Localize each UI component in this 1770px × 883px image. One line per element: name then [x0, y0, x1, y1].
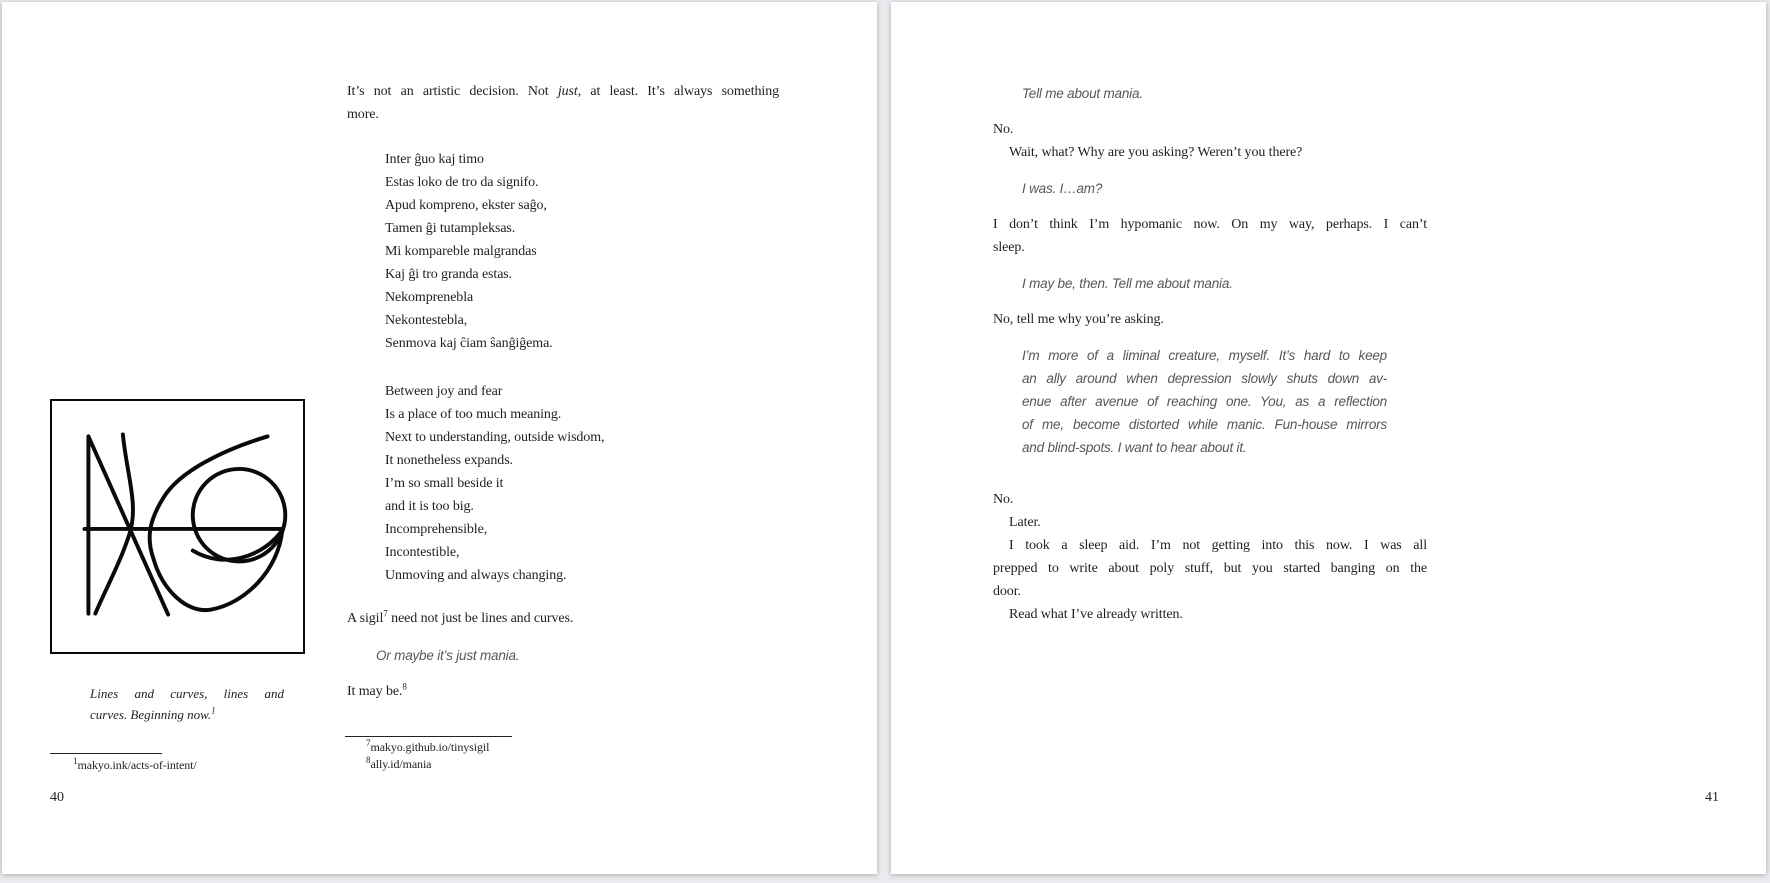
poem-line: Next to understanding, outside wisdom, — [385, 430, 605, 445]
page-number-41: 41 — [1705, 790, 1719, 805]
page-right — [891, 2, 1766, 874]
poem-line: Senmova kaj ĉiam ŝanĝiĝema. — [385, 336, 553, 351]
poem-line: Tamen ĝi tutampleksas. — [385, 221, 516, 236]
it-may-be-text: It may be. — [347, 684, 403, 699]
sigil-inner-circle — [193, 469, 286, 562]
figure-caption — [90, 683, 284, 725]
dialogue-read: Read what I’ve already written. — [1009, 607, 1183, 622]
figure-caption-line-1: Lines and curves, lines and — [90, 686, 284, 701]
footnote-7-url: makyo.github.io/tinysigil — [370, 740, 490, 754]
ally-block-line: an ally around when depression slowly shuts down av- — [1022, 371, 1387, 386]
ally-or-maybe-line: Or maybe it’s just mania. — [376, 648, 520, 663]
ally-tell-me-line: Tell me about mania. — [1022, 86, 1143, 101]
sigil-outer-arc — [150, 436, 283, 610]
footnote-block-figure — [50, 753, 280, 774]
sigil-figure — [50, 399, 305, 654]
footnote-8 — [345, 754, 565, 773]
right-main-column — [993, 2, 1427, 626]
dialogue-sleep-aid — [993, 534, 1427, 603]
dialogue-later: Later. — [1009, 515, 1041, 530]
sleep-aid-line-1: I took a sleep aid. I’m not getting into this now. I was all — [1009, 538, 1427, 553]
poem-line: Incomprehensible, — [385, 522, 488, 537]
sigil-connector-curve — [193, 530, 283, 560]
dialogue-no-tell: No, tell me why you’re asking. — [993, 312, 1164, 327]
poem-line: It nonetheless expands. — [385, 453, 513, 468]
poem-english-stanza — [385, 380, 779, 587]
poem-line: Mi kompareble malgrandas — [385, 244, 537, 259]
footnote-marker-1: 1 — [211, 705, 216, 716]
intro-post: , at least. It’s always something — [577, 84, 779, 99]
dialogue-wait: Wait, what? Why are you asking? Weren’t you there? — [1009, 145, 1303, 160]
sigil-sentence — [347, 607, 779, 630]
footnote-7-marker: 7 — [366, 738, 371, 748]
footnote-1 — [50, 758, 280, 774]
figure-caption-line-2 — [90, 704, 284, 725]
it-may-be-line — [347, 680, 779, 703]
poem-line: and it is too big. — [385, 499, 474, 514]
ally-block-line: and blind-spots. I want to hear about it. — [1022, 440, 1247, 455]
footnote-block-main — [345, 736, 565, 772]
footnote-rule — [345, 736, 512, 737]
figure-caption-text: curves. Beginning now. — [90, 707, 212, 722]
page-number-40: 40 — [50, 790, 64, 805]
poem-line: Apud kompreno, ekster saĝo, — [385, 198, 547, 213]
ally-liminal-block — [1022, 344, 1387, 459]
dialogue-hypomanic — [993, 213, 1427, 259]
intro-paragraph — [347, 80, 779, 126]
footnote-1-marker: 1 — [73, 756, 78, 766]
poem-line: Nekontestebla, — [385, 313, 468, 328]
hypomanic-line-1: I don’t think I’m hypomanic now. On my way, perhaps. I can’t — [993, 217, 1427, 232]
left-main-column — [347, 2, 779, 703]
ally-block-line: of me, become distorted while manic. Fun-house mirrors — [1022, 417, 1387, 432]
footnote-rule — [50, 753, 162, 754]
footnote-8-marker: 8 — [366, 754, 371, 765]
poem-line: Estas loko de tro da signifo. — [385, 175, 539, 190]
ally-block-line: I’m more of a liminal creature, myself. It’s hard to keep — [1022, 348, 1387, 363]
poem-line: Is a place of too much meaning. — [385, 407, 562, 422]
sleep-aid-line-3: door. — [993, 584, 1021, 599]
intro-line-1 — [347, 80, 779, 103]
intro-emphasis: just — [557, 84, 578, 99]
sigil-drawing — [52, 401, 303, 652]
poem-line: Unmoving and always changing. — [385, 568, 567, 583]
footnote-8-url: ally.id/mania — [370, 756, 432, 771]
hypomanic-line-2: sleep. — [993, 240, 1025, 255]
page-left — [2, 2, 877, 874]
intro-pre: It’s not an artistic decision. Not — [347, 84, 558, 99]
poem-line: Between joy and fear — [385, 384, 503, 399]
sigil-sentence-post: need not just be lines and curves. — [387, 611, 574, 626]
sleep-aid-line-2: prepped to write about poly stuff, but you started banging on the — [993, 561, 1427, 576]
poem-line: Nekomprenebla — [385, 290, 474, 305]
footnote-7 — [345, 740, 565, 756]
poem-esperanto-stanza — [385, 148, 779, 355]
poem-line: Kaj ĝi tro granda estas. — [385, 267, 513, 282]
poem-line: Inter ĝuo kaj timo — [385, 152, 484, 167]
dialogue-no-2: No. — [993, 492, 1014, 507]
footnote-marker-7: 7 — [383, 608, 388, 619]
ally-may-be-line: I may be, then. Tell me about mania. — [1022, 276, 1233, 291]
ally-i-was-line: I was. I…am? — [1022, 181, 1103, 196]
intro-line-2: more. — [347, 107, 379, 122]
footnote-marker-8: 8 — [402, 681, 407, 692]
footnote-1-url: makyo.ink/acts-of-intent/ — [77, 758, 197, 772]
ally-block-line: enue after avenue of reaching one. You, as a reflection — [1022, 394, 1387, 409]
poem-line: Incontestible, — [385, 545, 460, 560]
sigil-sentence-pre: A sigil — [347, 611, 384, 626]
dialogue-no-1: No. — [993, 122, 1014, 137]
poem-line: I’m so small beside it — [385, 476, 504, 491]
